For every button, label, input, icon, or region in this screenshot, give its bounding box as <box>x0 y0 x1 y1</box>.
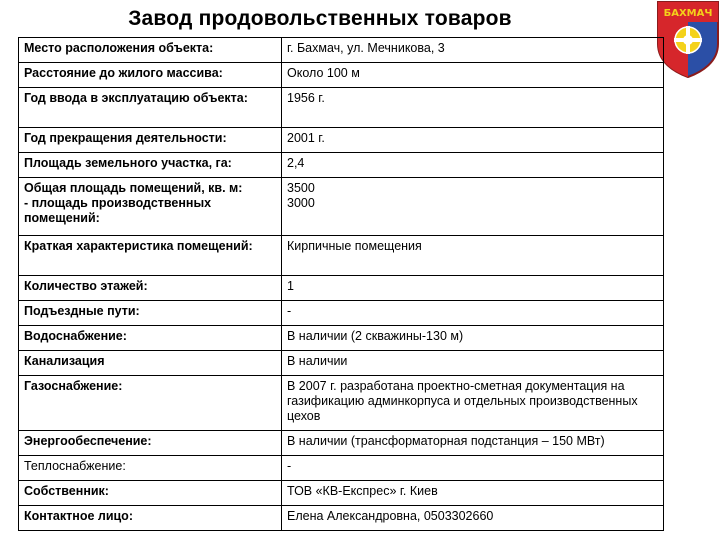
table-row <box>19 63 664 88</box>
row-value: г. Бахмач, ул. Мечникова, 3 <box>282 38 664 63</box>
row-label: Канализация <box>19 351 282 376</box>
row-label-line: - площадь производственных помещений: <box>24 196 212 225</box>
row-label: Количество этажей: <box>19 276 282 301</box>
row-label: Теплоснабжение: <box>19 456 282 481</box>
table-row <box>19 153 664 178</box>
row-value: ТОВ «КВ-Експрес» г. Киев <box>282 481 664 506</box>
row-value: - <box>282 456 664 481</box>
row-value-line: 3000 <box>287 196 315 210</box>
table-row <box>19 178 664 236</box>
row-label: Энергообеспечение: <box>19 431 282 456</box>
row-label: Место расположения объекта: <box>19 38 282 63</box>
crest-icon <box>656 0 720 78</box>
row-label: Год прекращения деятельности: <box>19 128 282 153</box>
row-label: Водоснабжение: <box>19 326 282 351</box>
row-value: 2,4 <box>282 153 664 178</box>
row-value: 1 <box>282 276 664 301</box>
table-row <box>19 481 664 506</box>
row-label <box>19 178 282 236</box>
table-row <box>19 326 664 351</box>
table-row <box>19 351 664 376</box>
row-label: Краткая характеристика помещений: <box>19 236 282 276</box>
row-value: Елена Александровна, 0503302660 <box>282 506 664 531</box>
row-label: Контактное лицо: <box>19 506 282 531</box>
table-row <box>19 88 664 128</box>
row-label-line: Общая площадь помещений, кв. м: <box>24 181 243 195</box>
row-value: Около 100 м <box>282 63 664 88</box>
row-value: В 2007 г. разработана проектно-сметная документация на газификацию админкорпуса и отдельных производственных цехов <box>282 376 664 431</box>
table-row <box>19 38 664 63</box>
row-value-line: 3500 <box>287 181 315 195</box>
table-row <box>19 456 664 481</box>
crest-label: БАХМАЧ <box>663 8 713 19</box>
table-row <box>19 236 664 276</box>
table-row <box>19 431 664 456</box>
page-title: Завод продовольственных товаров <box>128 7 512 30</box>
row-value: 2001 г. <box>282 128 664 153</box>
row-label: Расстояние до жилого массива: <box>19 63 282 88</box>
row-value: Кирпичные помещения <box>282 236 664 276</box>
row-label: Собственник: <box>19 481 282 506</box>
table-row <box>19 128 664 153</box>
table-row <box>19 376 664 431</box>
row-label: Газоснабжение: <box>19 376 282 431</box>
row-value: В наличии (2 скважины-130 м) <box>282 326 664 351</box>
table-row <box>19 276 664 301</box>
row-label: Год ввода в эксплуатацию объекта: <box>19 88 282 128</box>
row-value: - <box>282 301 664 326</box>
row-value: 1956 г. <box>282 88 664 128</box>
row-value: В наличии <box>282 351 664 376</box>
row-label: Подъездные пути: <box>19 301 282 326</box>
row-label: Площадь земельного участка, га: <box>19 153 282 178</box>
info-table <box>18 37 664 531</box>
row-value <box>282 178 664 236</box>
table-row <box>19 301 664 326</box>
table-row <box>19 506 664 531</box>
row-value: В наличии (трансформаторная подстанция – 150 МВт) <box>282 431 664 456</box>
